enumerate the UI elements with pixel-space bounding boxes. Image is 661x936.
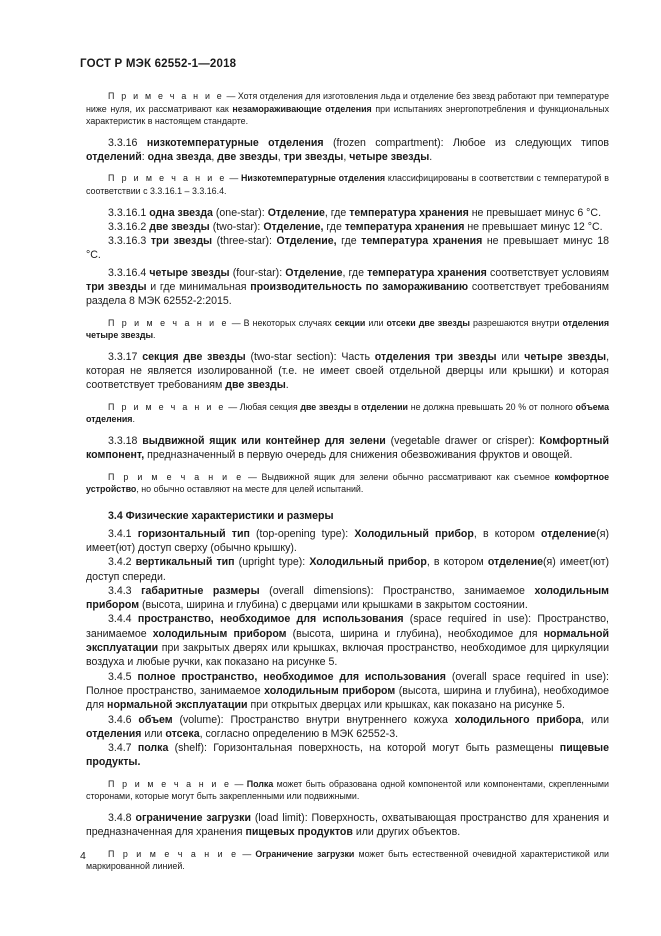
note-label: П р и м е ч а н и е (108, 778, 232, 789)
note-paragraph-note6 (86, 778, 609, 803)
bold-term: холодильного прибора (454, 713, 582, 726)
text-run: (upright type): (234, 556, 310, 569)
bold-term: Низкотемпературные отделения (240, 173, 386, 184)
definition-paragraph-p341 (86, 527, 609, 556)
text-run: соответствует требованиям раздела 8 МЭК 62552-2:2015. (86, 281, 609, 308)
bold-term: секции (334, 317, 366, 328)
page-number: 4 (80, 850, 86, 862)
bold-term: объем (138, 713, 173, 726)
text-run: 3.4.1 (108, 527, 138, 540)
bold-term: две звезды (217, 151, 278, 164)
note-label: П р и м е ч а н и е (108, 91, 224, 101)
text-run: 3.4.3 (108, 584, 142, 597)
text-run: не превышает минус 12 °С. (464, 220, 603, 233)
bold-term: незамораживающие отделения (232, 103, 372, 114)
text-run: , которая не является изолированной (т.е. не имеет своей отдельной дверцы или крышки) и которая соответствует требованиям (86, 350, 610, 392)
bold-term: производительность по замораживанию (250, 281, 469, 294)
document-body (86, 90, 609, 873)
text-run: (я) имеет(ют) доступ сверху (обычно крышку). (86, 527, 609, 554)
text-run: или других объектов. (352, 826, 461, 839)
text-run: . (285, 379, 289, 392)
bold-term: габаритные размеры (141, 584, 260, 597)
text-run: 3.3.16.2 (108, 220, 150, 233)
text-run: не превышает минус 6 °С. (468, 206, 602, 219)
bold-term: отделения четыре звезды (86, 317, 609, 341)
text-run: 3.4.5 (108, 670, 138, 683)
text-run: 3.4.8 (108, 811, 136, 824)
text-run: 3.4.7 (108, 742, 138, 755)
bold-term: холодильным прибором (86, 584, 609, 612)
text-run: может быть естественной очевидной характеристикой или маркированной линией. (86, 848, 609, 872)
bold-term: секция две звезды (142, 350, 246, 363)
text-run: (space required in use): Пространство, занимаемое (86, 613, 609, 640)
text-run: соответствует условиям (486, 266, 610, 279)
text-run: — Выдвижной ящик для зелени обычно рассматривают как съемное (243, 471, 555, 482)
text-run: (высота, ширина и глубина) с дверцами или крышками в закрытом состоянии. (139, 599, 528, 612)
definition-paragraph-p342 (86, 555, 609, 584)
bold-term: объема отделения (86, 401, 610, 425)
bold-term: температура хранения (349, 206, 469, 219)
bold-term: нормальной эксплуатации (107, 699, 248, 712)
definition-paragraph-p3317 (86, 350, 609, 393)
definition-paragraph-p348 (86, 811, 609, 840)
bold-term: Отделение (285, 266, 343, 279)
text-run: . (429, 151, 433, 164)
note-label: П р и м е ч а н и е (108, 848, 239, 859)
bold-term: две звезды (225, 379, 286, 392)
bold-term: нормальной эксплуатации (86, 627, 610, 655)
definition-paragraph-p33163 (86, 234, 609, 263)
text-run: , в котором (426, 556, 488, 569)
text-run: (overall space required in use): Полное пространство, занимаемое (86, 670, 609, 697)
bold-term: три звезды (150, 235, 213, 248)
text-run: 3.3.16.1 (108, 206, 150, 219)
text-run: (высота, ширина и глубина), необходимое для (286, 627, 544, 640)
note-paragraph-note5 (86, 471, 609, 496)
bold-term: четыре звезды (349, 151, 430, 164)
bold-term: Отделение, (263, 220, 324, 233)
section-3-4-heading: 3.4 Физические характеристики и размеры (108, 509, 334, 522)
text-run: (one-star): (212, 206, 268, 219)
text-run: 3.3.16 (108, 136, 147, 149)
bold-term: отделения (86, 727, 142, 740)
bold-term: выдвижной ящик или контейнер для зелени (142, 434, 386, 447)
definition-paragraph-p343 (86, 584, 609, 613)
text-run: (volume): Пространство внутри внутреннего кожуха (172, 713, 455, 726)
text-run: 3.4.2 (108, 556, 136, 569)
text-run: , (211, 151, 218, 164)
bold-term: Отделение, (276, 235, 337, 248)
text-run: , где (342, 266, 368, 279)
bold-term: комфортное устройство (86, 471, 609, 495)
text-run: где (336, 235, 362, 248)
bold-term: три звезды (283, 151, 344, 164)
text-run: 3.3.17 (108, 350, 143, 363)
note-paragraph-note4 (86, 401, 609, 426)
text-run: не должна превышать 20 % от полного (408, 401, 576, 412)
text-run: (two-star): (209, 220, 264, 233)
bold-term: отсеки две звезды (386, 317, 471, 328)
bold-term: Полка (246, 778, 274, 789)
bold-term: вертикальный тип (135, 556, 235, 569)
definition-paragraph-p347 (86, 741, 609, 770)
bold-term: Ограничение загрузки (255, 848, 355, 859)
note-label: П р и м е ч а н и е (108, 173, 227, 184)
definitions-3-3-block (86, 90, 609, 496)
bold-term: отделение (541, 527, 597, 540)
bold-term: температура хранения (344, 220, 465, 233)
bold-term: отделения три звезды (374, 350, 497, 363)
text-run: — Хотя отделения для изготовления льда и отделение без звезд работают при температуре ниже нуля, их рассматривают как (86, 91, 609, 114)
bold-term: низкотемпературные отделения (146, 136, 324, 149)
bold-term: пространство, необходимое для использования (137, 613, 404, 626)
text-run: (vegetable drawer or crisper): (385, 434, 540, 447)
text-run: (three-star): (212, 235, 277, 248)
note-label: П р и м е ч а н и е (108, 317, 229, 328)
note-paragraph-note2 (86, 172, 609, 197)
definition-paragraph-p33164 (86, 266, 609, 309)
text-run: — (231, 778, 247, 789)
text-run: или (141, 727, 166, 740)
text-run: при закрытых дверях или крышках, включая пространство, необходимое для циркуляции воздуха и любые ручки, как показано на рисунке 5. (86, 642, 609, 669)
text-run: — (238, 848, 256, 859)
text-run: в (351, 401, 362, 412)
text-run: может быть образована одной компонентой или компонентами, скрепленными сторонами, которые могут быть закрепленными или подвижными. (86, 778, 609, 802)
bold-term: две звезды (300, 401, 352, 412)
text-run: , в котором (473, 527, 542, 540)
bold-term: четыре звезды (149, 266, 230, 279)
text-run: (высота, ширина и глубина), необходимое для (86, 684, 609, 712)
text-run: . (153, 330, 156, 341)
bold-term: отделений (86, 151, 142, 164)
bold-term: Комфортный компонент, (86, 434, 609, 462)
text-run: или (496, 350, 525, 363)
text-run: — В некоторых случаях (228, 317, 335, 328)
text-run: 3.4.6 (108, 713, 139, 726)
text-run: (four-star): (229, 266, 286, 279)
text-run: : (141, 151, 148, 164)
text-run: 3.3.18 (108, 434, 143, 447)
bold-term: Отделение (267, 206, 325, 219)
note-paragraph-note7 (86, 848, 609, 873)
text-run: — (226, 173, 241, 184)
text-run: (two-star section): Часть (245, 350, 375, 363)
definition-paragraph-p346 (86, 713, 609, 742)
definition-paragraph-p33161 (86, 206, 609, 220)
text-run: разрешаются внутри (470, 317, 563, 328)
definition-paragraph-p344 (86, 612, 609, 669)
note-paragraph-note1 (86, 90, 609, 128)
bold-term: одна звезда (149, 206, 213, 219)
definition-paragraph-p345 (86, 670, 609, 713)
document-code-header: ГОСТ Р МЭК 62552-1—2018 (80, 58, 237, 70)
definition-paragraph-p33162 (86, 220, 609, 234)
bold-term: полка (137, 742, 169, 755)
bold-term: пищевых продуктов (245, 826, 353, 839)
bold-term: горизонтальный тип (137, 527, 250, 540)
text-run: предназначенный в первую очередь для снижения обезвоживания фруктов и овощей. (144, 449, 573, 462)
text-run: 3.3.16.4 (108, 266, 150, 279)
text-run: или (365, 317, 387, 328)
text-run: — Любая секция (225, 401, 301, 412)
bold-term: температура хранения (361, 235, 483, 248)
bold-term: полное пространство, необходимое для использования (137, 670, 446, 683)
text-run: , где (324, 206, 350, 219)
text-run: , (277, 151, 284, 164)
text-run: где (323, 220, 345, 233)
text-run: при испытаниях энергопотребления и функциональных характеристик в настоящем стандарте. (86, 103, 610, 127)
bold-term: отделении (361, 401, 409, 412)
text-run: при открытых дверцах или крышках, как показано на рисунке 5. (247, 699, 565, 712)
text-run: (shelf): Горизонтальная поверхность, на которой могут быть размещены (168, 742, 560, 755)
bold-term: отсека (165, 727, 200, 740)
definition-paragraph-p3318 (86, 434, 609, 463)
text-run: и где минимальная (146, 281, 251, 294)
definitions-3-4-block (86, 527, 609, 873)
note-label: П р и м е ч а н и е (108, 401, 226, 412)
definition-paragraph-p3316 (86, 136, 609, 165)
text-run: (я) имеет(ют) доступ спереди. (86, 556, 610, 583)
text-run: (frozen compartment): Любое из следующих типов (323, 136, 609, 149)
bold-term: отделение (487, 556, 543, 569)
bold-term: три звезды (86, 281, 147, 294)
bold-term: холодильным прибором (152, 627, 287, 640)
text-run: , (343, 151, 350, 164)
text-run: (overall dimensions): Пространство, занимаемое (259, 584, 535, 597)
text-run: , но обычно оставляют на месте для целей испытаний. (136, 484, 364, 495)
text-run: , или (581, 713, 609, 726)
bold-term: Холодильный прибор (354, 527, 474, 540)
text-run: . (132, 414, 135, 425)
note-label: П р и м е ч а н и е (108, 471, 244, 482)
bold-term: Холодильный прибор (309, 556, 427, 569)
bold-term: четыре звезды (524, 350, 607, 363)
note-paragraph-note3 (86, 317, 609, 342)
text-run: не превышает минус 18 °С. (86, 235, 610, 262)
bold-term: холодильным прибором (264, 684, 396, 697)
bold-term: ограничение загрузки (135, 811, 251, 824)
text-run: (load limit): Поверхность, охватывающая пространство для хранения и предназначенная для хранения (86, 811, 609, 839)
bold-term: температура хранения (367, 266, 487, 279)
text-run: классифицированы в соответствии с температурой в соответствии с 3.3.16.1 – 3.3.16.4. (86, 173, 609, 196)
bold-term: одна звезда (147, 151, 212, 164)
text-run: 3.4.4 (108, 613, 138, 626)
text-run: (top-opening type): (249, 527, 355, 540)
bold-term: две звезды (149, 220, 210, 233)
bold-term: пищевые продукты. (86, 742, 609, 769)
text-run: , согласно определению в МЭК 62552-3. (199, 727, 399, 740)
text-run: 3.3.16.3 (108, 235, 151, 248)
